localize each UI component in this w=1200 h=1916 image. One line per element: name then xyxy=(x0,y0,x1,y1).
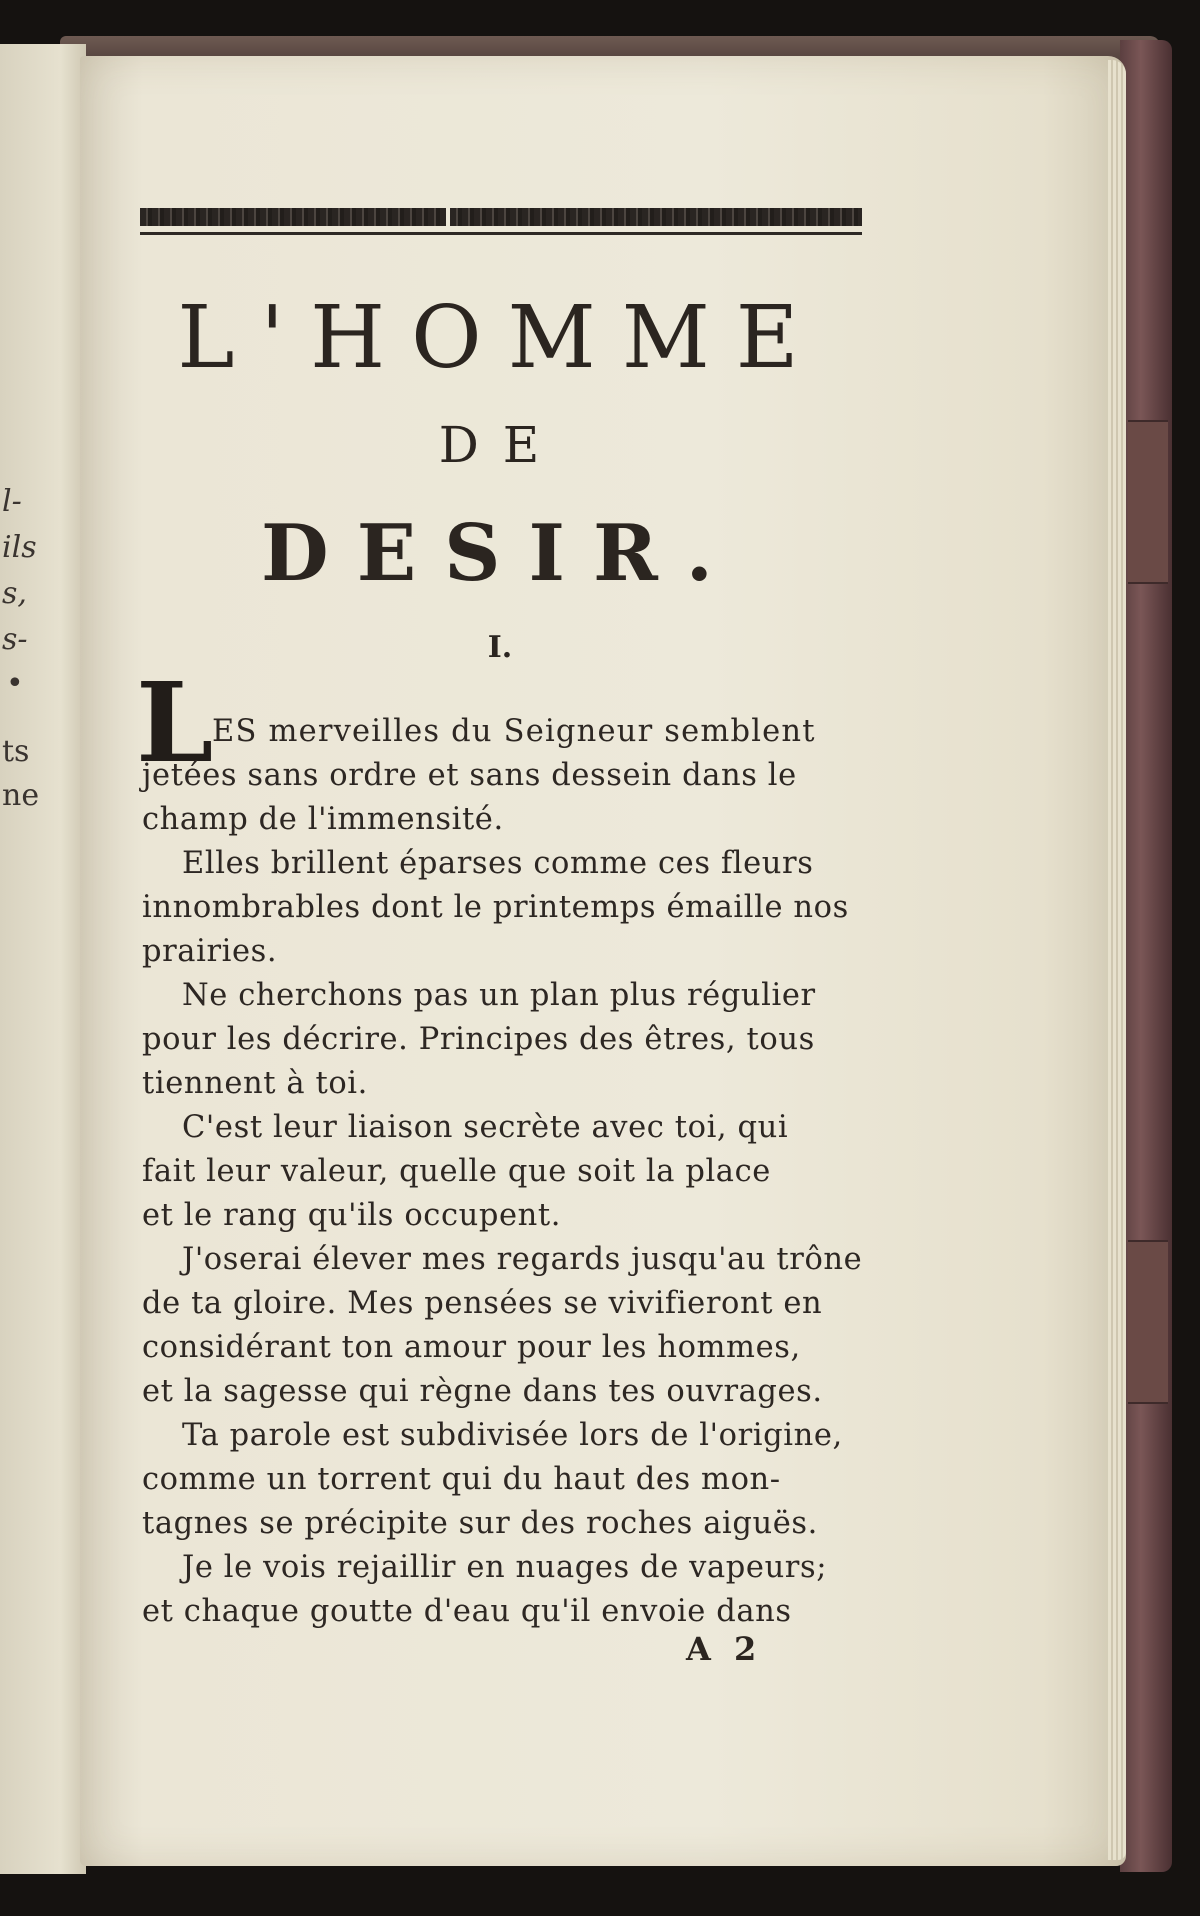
body-text-line: Ne cherchons pas un plan plus régulier xyxy=(182,978,816,1013)
title-line-1: L'HOMME xyxy=(177,288,825,388)
body-text-line: comme un torrent qui du haut des mon- xyxy=(142,1462,781,1497)
title-line-2: DE xyxy=(438,416,564,474)
section-number: I. xyxy=(487,630,513,665)
body-text-line: Je le vois rejaillir en nuages de vapeurs; xyxy=(182,1550,828,1585)
title-line-3: DESIR. xyxy=(261,508,741,599)
body-text-line: et le rang qu'ils occupent. xyxy=(142,1198,562,1233)
facing-page-fragment: s, xyxy=(2,576,27,611)
ornament-bar-right xyxy=(450,208,862,226)
body-text-line: fait leur valeur, quelle que soit la place xyxy=(142,1154,771,1189)
book-spine-right xyxy=(1120,40,1172,1872)
body-text-line: C'est leur liaison secrète avec toi, qui xyxy=(182,1110,789,1145)
facing-page-fragment: • xyxy=(6,666,24,701)
body-text-line: J'oserai élever mes regards jusqu'au trône xyxy=(182,1242,863,1277)
facing-page-fragment: s- xyxy=(2,622,28,657)
body-text-line: pour les décrire. Principes des êtres, tous xyxy=(142,1022,815,1057)
drop-cap: L xyxy=(136,658,214,787)
body-text-line: champ de l'immensité. xyxy=(142,802,504,837)
facing-page-fragment: ne xyxy=(2,778,40,813)
body-text-line: considérant ton amour pour les hommes, xyxy=(142,1330,801,1365)
facing-page-left xyxy=(0,44,86,1874)
signature-mark: A 2 xyxy=(686,1630,763,1668)
binding-band xyxy=(1128,1240,1168,1404)
body-text-line: Ta parole est subdivisée lors de l'origine, xyxy=(182,1418,843,1453)
ornament-thin-rule xyxy=(140,232,862,235)
body-text-line: Elles brillent éparses comme ces fleurs xyxy=(182,846,814,881)
facing-page-fragment: l- xyxy=(2,484,22,519)
body-text-line: jetées sans ordre et sans dessein dans le xyxy=(142,758,797,793)
ornament-bar-left xyxy=(140,208,446,226)
binding-band xyxy=(1128,420,1168,584)
facing-page-fragment: ts xyxy=(2,734,30,769)
facing-page-fragment: ils xyxy=(2,530,37,565)
body-text-line: innombrables dont le printemps émaille nos xyxy=(142,890,849,925)
body-text-line: de ta gloire. Mes pensées se vivifieront en xyxy=(142,1286,823,1321)
body-text-line: et la sagesse qui règne dans tes ouvrages. xyxy=(142,1374,823,1409)
body-text-line: tagnes se précipite sur des roches aiguës. xyxy=(142,1506,818,1541)
ornamental-rule xyxy=(140,208,862,238)
body-text-line: ES merveilles du Seigneur semblent xyxy=(212,714,816,749)
body-text-line: tiennent à toi. xyxy=(142,1066,368,1101)
body-text-line: prairies. xyxy=(142,934,278,969)
page-edges xyxy=(1108,60,1126,1860)
body-text-line: et chaque goutte d'eau qu'il envoie dans xyxy=(142,1594,792,1629)
